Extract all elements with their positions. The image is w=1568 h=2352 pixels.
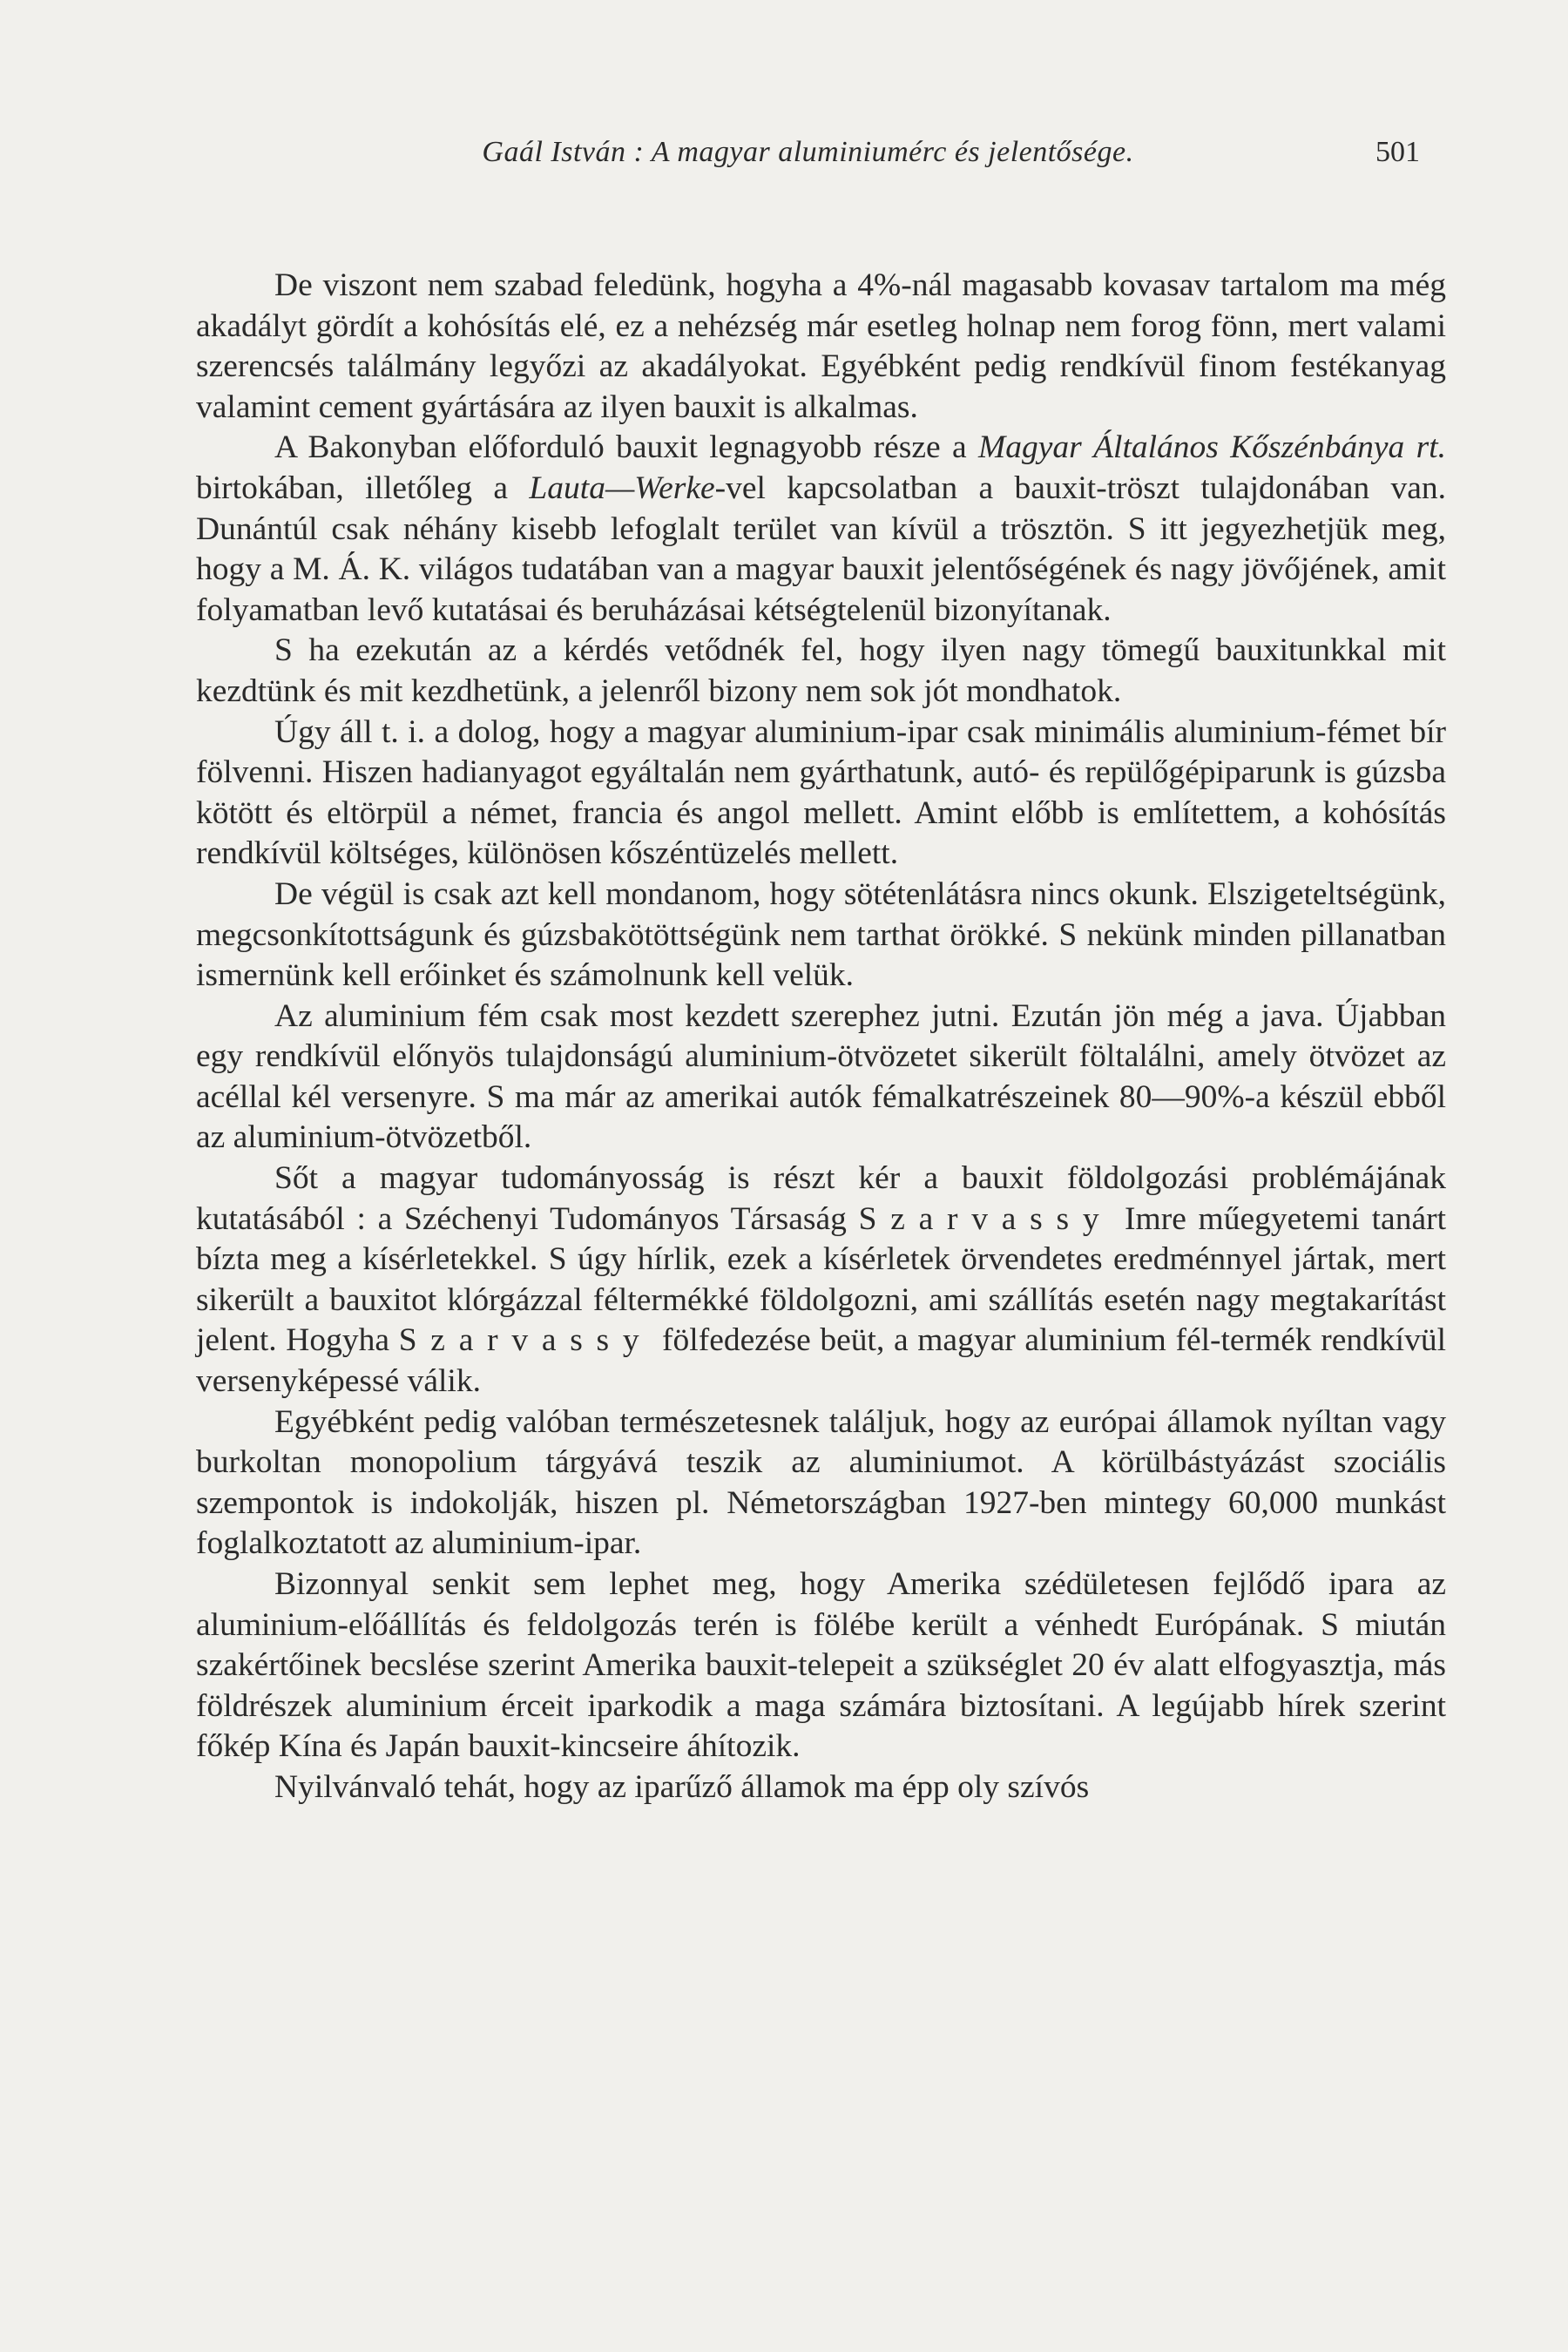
text-run: birtokában, illetőleg a — [196, 470, 530, 506]
paragraph: Nyilvánvaló tehát, hogy az iparűző államok ma épp oly szívós — [274, 1768, 1090, 1805]
paragraph: Bizonnyal senkit sem lephet meg, hogy Amerika szédületesen fejlődő ipara az aluminium-előállítás és feldolgozás terén is fölébe került a vénhedt Európának. S miután szakértőinek becslése szerint Amerika bauxit-telepeit a szükséglet 20 év alatt elfogyasztja, más földrészek aluminium érceit iparkodik a maga számára biztosítani. A legújabb hírek szerint főkép Kína és Japán bauxit-kincseire áhítozik. — [196, 1566, 1446, 1765]
running-title: Gaál István : A magyar aluminiumérc és jelentősége. — [482, 136, 1134, 168]
paragraph: S ha ezekután az a kérdés vetődnék fel, hogy ilyen nagy tömegű bauxitunkkal mit kezdtünk és mit kezdhetünk, a jelenről bizony nem sok jót mondhatok. — [196, 632, 1446, 709]
paragraph: Az aluminium fém csak most kezdett szerephez jutni. Ezután jön még a java. Újabban egy rendkívül előnyös tulajdonságú aluminium-ötvözetet sikerült föltalálni, amely ötvözet az acéllal kél versenyre. S ma már az amerikai autók fémalkatrészeinek 80—90%-a készül ebből az aluminium-ötvözetből. — [196, 997, 1446, 1156]
page-header — [196, 131, 1420, 174]
italic-text: Magyar Általános Kőszénbánya rt. — [978, 429, 1447, 466]
text-run: Sőt a magyar tudományosság is részt kér a bauxit földolgozási problémájának kutatásából : a Széchenyi Tudományos Társaság — [196, 1160, 1446, 1237]
spaced-name: Szarvassy — [398, 1322, 653, 1359]
spaced-name: Szarvassy — [858, 1200, 1113, 1237]
paragraph: De viszont nem szabad feledünk, hogyha a 4%-nál magasabb kovasav tartalom ma még akadályt gördít a kohósítás elé, ez a nehézség már esetleg holnap nem forog fönn, mert valami szerencsés találmány legyőzi az akadályokat. Egyébként pedig rendkívül finom festékanyag valamint cement gyártására az ilyen bauxit is alkalmas. — [196, 267, 1446, 425]
text-run: A Bakonyban előforduló bauxit legnagyobb része a — [274, 429, 979, 466]
body-text — [196, 266, 1446, 1808]
paragraph — [196, 428, 1446, 631]
text-run: -vel kapcsolatban a bauxit-tröszt tulajdonában van. Dunántúl csak néhány kisebb lefoglalt terület van kívül a trösztön. S itt jegyezhetjük meg, hogy a M. Á. K. világos tudatában van a magyar bauxit jelentőségének és nagy jövőjének, amit folyamatban levő kutatásai és beruházásai kétségtelenül bizonyítanak. — [196, 470, 1446, 628]
page-number: 501 — [1375, 136, 1420, 168]
paragraph: Egyébként pedig valóban természetesnek találjuk, hogy az európai államok nyíltan vagy burkoltan monopolium tárgyává teszik az aluminiumot. A körülbástyázást szociális szempontok is indokolják, hiszen pl. Németországban 1927-ben mintegy 60,000 munkást foglalkoztatott az aluminium-ipar. — [196, 1403, 1446, 1562]
paragraph — [196, 1159, 1446, 1402]
italic-text: Lauta—Werke — [529, 470, 715, 506]
text-run: fölfedezése beüt, a magyar aluminium fél-termék rendkívül versenyképessé válik. — [196, 1322, 1446, 1400]
paragraph: Úgy áll t. i. a dolog, hogy a magyar aluminium-ipar csak minimális aluminium-fémet bír fölvenni. Hiszen hadianyagot egyáltalán nem gyárthatunk, autó- és repülőgépiparunk is gúzsba kötött és eltörpül a német, francia és angol mellett. Amint előbb is említettem, a kohósítás rendkívül költséges, különösen kőszéntüzelés mellett. — [196, 713, 1446, 872]
text-run: Imre műegyetemi tanárt bízta meg a kísérletekkel. S úgy hírlik, ezek a kísérletek örvendetes eredménnyel jártak, mert sikerült a bauxitot klórgázzal féltermékké földolgozni, ami szállítás esetén nagy megtakarítást jelent. Hogyha — [196, 1200, 1446, 1359]
paragraph: De végül is csak azt kell mondanom, hogy sötétenlátásra nincs okunk. Elszigeteltségünk, megcsonkítottságunk és gúzsbakötöttségünk nem tarthat örökké. S nekünk minden pillanatban ismernünk kell erőinket és számolnunk kell velük. — [196, 875, 1446, 994]
